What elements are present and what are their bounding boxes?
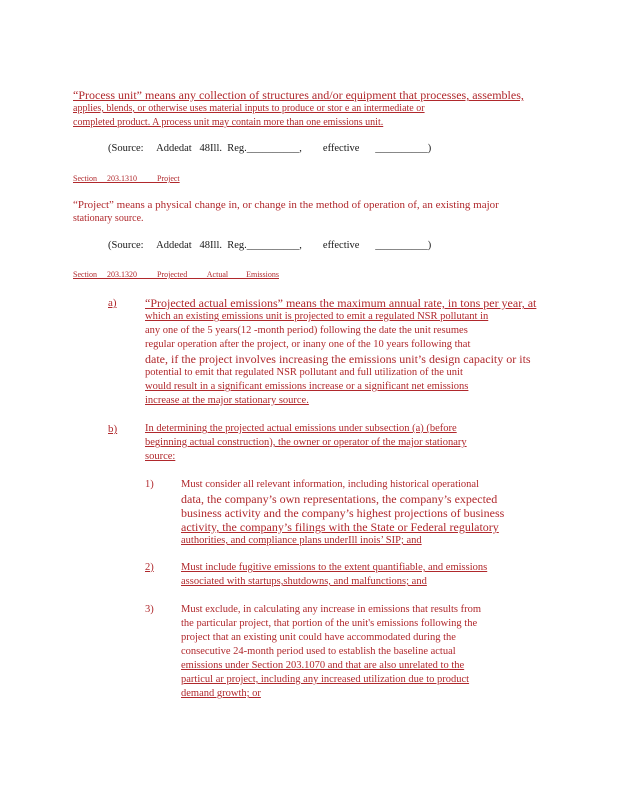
item-b1-line: data, the company’s own representations, the company’s expected [181, 492, 498, 506]
project-definition [73, 198, 543, 226]
item-b-line: beginning actual construction), the owner or operator of the major stationary [145, 437, 467, 448]
item-a-line: increase at the major stationary source. [145, 395, 309, 406]
item-b2-text [181, 561, 526, 589]
item-b3-line: consecutive 24-month period used to establish the baseline actual [181, 646, 456, 657]
section-heading-1320: Section 203.1320 Projected Actual Emissions [73, 270, 279, 279]
item-b2-line: Must include fugitive emissions to the extent quantifiable, and emissions [181, 562, 488, 573]
process-unit-definition [73, 88, 543, 130]
source-note-1: (Source: Addedat 48Ill. Reg.__________, effective __________) [108, 143, 432, 154]
item-a-line: would result in a significant emissions increase or a significant net emissions [145, 381, 469, 392]
item-b-text [145, 422, 545, 464]
item-a-line: potential to emit that regulated NSR pollutant and full utilization of the unit [145, 367, 463, 378]
process-unit-line: “Process unit” means any collection of structures and/or equipment that processes, assembles, [73, 88, 524, 102]
item-a-line: any one of the 5 years(12 -month period) following the date the unit resumes [145, 325, 468, 336]
item-a-line: “Projected actual emissions” means the maximum annual rate, in tons per year, at [145, 296, 537, 310]
item-b1-line: Must consider all relevant information, including historical operational [181, 479, 480, 490]
item-b-line: source: [145, 451, 176, 462]
item-b2-label: 2) [145, 562, 154, 573]
item-b3-line: the particular project, that portion of the unit's emissions following the [181, 618, 478, 629]
item-b3-label: 3) [145, 604, 154, 615]
process-unit-line: completed product. A process unit may contain more than one emissions unit. [73, 117, 384, 128]
source-note-2: (Source: Addedat 48Ill. Reg.__________, effective __________) [108, 240, 432, 251]
item-b3-line: particul ar project, including any increased utilization due to product [181, 674, 470, 685]
item-b1-line: activity, the company’s filings with the State or Federal regulatory [181, 520, 499, 534]
item-a-line: date, if the project involves increasing the emissions unit’s design capacity or its [145, 352, 531, 366]
item-a-label: a) [108, 297, 117, 309]
process-unit-line: applies, blends, or otherwise uses material inputs to produce or stor e an intermediate or [73, 103, 425, 114]
item-a-text [145, 296, 545, 408]
section-heading-1310: Section 203.1310 Project [73, 174, 180, 183]
item-b-label: b) [108, 423, 118, 435]
item-b3-line: Must exclude, in calculating any increase in emissions that results from [181, 604, 482, 615]
item-b3-line: demand growth; or [181, 688, 261, 699]
project-line: stationary source. [73, 213, 144, 224]
item-b1-label: 1) [145, 479, 154, 490]
item-b3-line: emissions under Section 203.1070 and that are also unrelated to the [181, 660, 465, 671]
item-a-line: regular operation after the project, or inany one of the 10 years following that [145, 339, 471, 350]
item-b1-line: authorities, and compliance plans underIll inois’ SIP; and [181, 535, 422, 546]
item-b3-line: project that an existing unit could have accommodated during the [181, 632, 456, 643]
item-b1-text [181, 478, 526, 548]
item-b-line: In determining the projected actual emissions under subsection (a) (before [145, 423, 457, 434]
item-b2-line: associated with startups,shutdowns, and malfunctions; and [181, 576, 427, 587]
item-b3-text [181, 603, 526, 701]
project-line: “Project” means a physical change in, or change in the method of operation of, an existing major [73, 199, 499, 211]
item-a-line: which an existing emissions unit is projected to emit a regulated NSR pollutant in [145, 311, 489, 322]
item-b1-line: business activity and the company’s highest projections of business [181, 506, 505, 520]
